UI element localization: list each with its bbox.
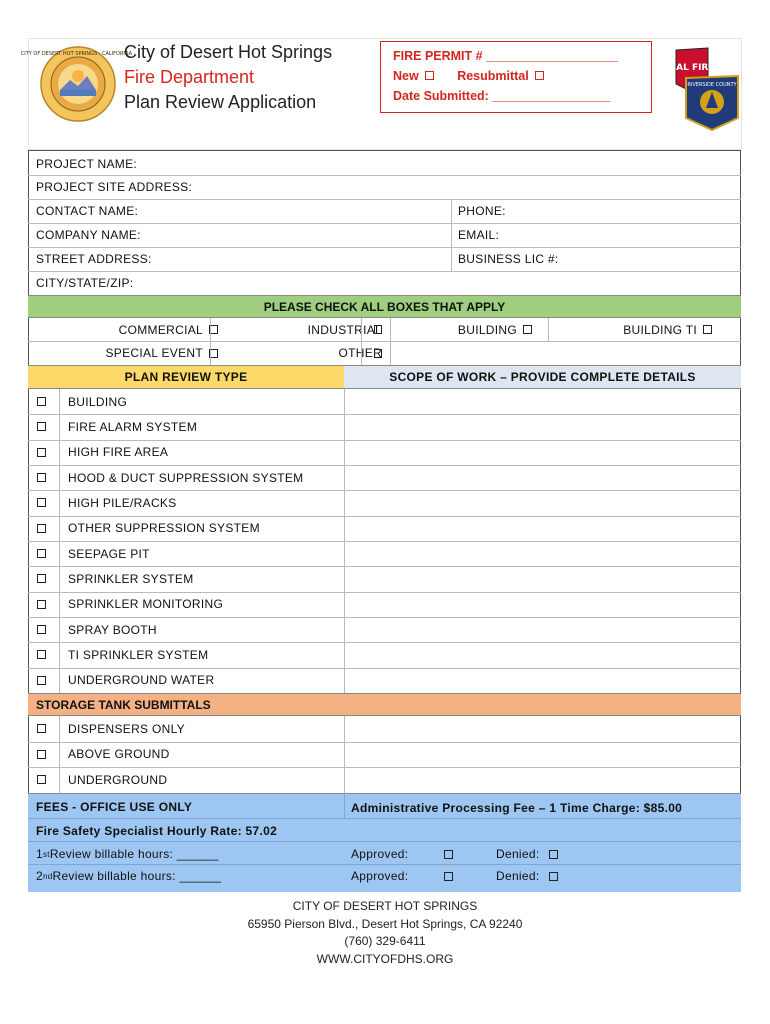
storage-tank-item-checkbox[interactable] xyxy=(37,724,46,733)
plan-review-item-checkbox-cell[interactable] xyxy=(31,440,52,465)
scope-of-work-input[interactable] xyxy=(345,414,740,439)
plan-review-item-row[interactable] xyxy=(28,389,741,414)
date-submitted[interactable]: Date Submitted: _________________ xyxy=(393,89,611,103)
plan-review-item-checkbox-cell[interactable] xyxy=(31,642,52,667)
project-name-row[interactable] xyxy=(28,152,741,175)
plan-review-item-checkbox-cell[interactable] xyxy=(31,541,52,566)
form-title: Plan Review Application xyxy=(124,92,317,112)
submission-type: New Resubmittal xyxy=(393,66,651,86)
plan-review-item-label: SPRINKLER SYSTEM xyxy=(68,571,194,586)
fees-heading: FEES - OFFICE USE ONLY xyxy=(36,800,193,814)
fire-agency-badges xyxy=(669,44,744,132)
building-option[interactable]: BUILDING xyxy=(408,318,538,341)
plan-review-item-checkbox[interactable] xyxy=(37,498,46,507)
review2-denied-checkbox[interactable] xyxy=(549,872,558,881)
plan-review-item-checkbox-cell[interactable] xyxy=(31,668,52,693)
storage-tank-item-row[interactable] xyxy=(28,716,741,742)
scope-of-work-input[interactable] xyxy=(345,592,740,617)
plan-review-item-row[interactable] xyxy=(28,566,741,591)
company-name-label: COMPANY NAME: xyxy=(36,228,141,242)
plan-review-item-checkbox-cell[interactable] xyxy=(31,389,52,414)
plan-review-item-row[interactable] xyxy=(28,414,741,439)
street-row[interactable] xyxy=(28,247,741,271)
department-name: Fire Department xyxy=(124,67,255,87)
company-row[interactable] xyxy=(28,223,741,247)
city-name: City of Desert Hot Springs xyxy=(124,42,333,62)
plan-review-item-checkbox[interactable] xyxy=(37,473,46,482)
storage-tank-heading: STORAGE TANK SUBMITTALS xyxy=(28,693,741,716)
plan-review-item-label: UNDERGROUND WATER xyxy=(68,673,215,688)
footer-phone: (760) 329-6411 xyxy=(344,934,426,948)
scope-of-work-input[interactable] xyxy=(345,490,740,515)
scope-of-work-input[interactable] xyxy=(345,617,740,642)
review2-approved-checkbox[interactable] xyxy=(444,872,453,881)
plan-review-item-checkbox-cell[interactable] xyxy=(31,592,52,617)
site-address-row[interactable] xyxy=(28,175,741,199)
review1-approved-checkbox[interactable] xyxy=(444,850,453,859)
review1-approved[interactable]: Approved: xyxy=(351,844,459,864)
project-name-label: PROJECT NAME: xyxy=(36,156,138,171)
contact-row[interactable] xyxy=(28,199,741,223)
plan-review-item-checkbox[interactable] xyxy=(37,397,46,406)
footer-website[interactable]: WWW.CITYOFDHS.ORG xyxy=(316,951,454,966)
review1-denied-checkbox[interactable] xyxy=(549,850,558,859)
review2-denied[interactable]: Denied: xyxy=(496,866,564,886)
plan-review-item-label: BUILDING xyxy=(68,394,128,409)
plan-review-item-checkbox-cell[interactable] xyxy=(31,617,52,642)
plan-review-item-checkbox[interactable] xyxy=(37,625,46,634)
plan-review-item-checkbox[interactable] xyxy=(37,448,46,457)
scope-of-work-input[interactable] xyxy=(345,465,740,490)
scope-of-work-input[interactable] xyxy=(345,767,740,793)
street-address-label: STREET ADDRESS: xyxy=(36,252,152,266)
plan-review-item-checkbox[interactable] xyxy=(37,524,46,533)
other-checkbox-cell[interactable] xyxy=(368,341,388,365)
check-row-1 xyxy=(28,318,741,341)
plan-review-item-label: SEEPAGE PIT xyxy=(68,546,150,561)
industrial-label-cell: INDUSTRIAL xyxy=(307,322,382,337)
scope-of-work-input[interactable] xyxy=(345,716,740,742)
other-checkbox[interactable] xyxy=(374,349,382,358)
storage-tank-item-checkbox-cell[interactable] xyxy=(31,742,52,768)
plan-review-item-label: HIGH PILE/RACKS xyxy=(68,495,177,510)
svg-text:CAL FIRE: CAL FIRE xyxy=(669,63,715,73)
building-checkbox[interactable] xyxy=(523,325,532,334)
footer-address: 65950 Pierson Blvd., Desert Hot Springs, CA 92240 xyxy=(247,916,523,931)
new-checkbox[interactable] xyxy=(425,71,434,80)
plan-review-item-row[interactable] xyxy=(28,592,741,617)
plan-review-item-checkbox[interactable] xyxy=(37,600,46,609)
review1-denied[interactable]: Denied: xyxy=(496,844,564,864)
footer xyxy=(0,898,770,968)
industrial-checkbox-cell[interactable] xyxy=(368,318,388,341)
plan-review-item-checkbox-cell[interactable] xyxy=(31,566,52,591)
plan-review-item-row[interactable] xyxy=(28,440,741,465)
building-ti-option[interactable]: BUILDING TI xyxy=(568,318,718,341)
other-label-cell: OTHER xyxy=(338,346,382,360)
storage-tank-item-checkbox-cell[interactable] xyxy=(31,716,52,742)
storage-tank-item-checkbox-cell[interactable] xyxy=(31,767,52,793)
check-row-2 xyxy=(28,341,741,365)
plan-review-item-row[interactable] xyxy=(28,617,741,642)
hourly-rate-text: Fire Safety Specialist Hourly Rate: 57.02 xyxy=(36,824,278,838)
scope-of-work-input[interactable] xyxy=(345,389,740,414)
storage-tank-item-checkbox[interactable] xyxy=(37,750,46,759)
check-section-heading: PLEASE CHECK ALL BOXES THAT APPLY xyxy=(28,295,741,318)
plan-review-item-label: HOOD & DUCT SUPPRESSION SYSTEM xyxy=(68,470,304,485)
storage-tank-item-checkbox[interactable] xyxy=(37,775,46,784)
fire-permit-box xyxy=(380,41,652,113)
plan-review-item-checkbox[interactable] xyxy=(37,676,46,685)
review1-hours[interactable]: 1 st Review billable hours: ______ xyxy=(36,847,219,861)
plan-review-item-checkbox[interactable] xyxy=(37,422,46,431)
business-lic-label: BUSINESS LIC #: xyxy=(458,252,559,266)
plan-review-item-checkbox-cell[interactable] xyxy=(31,414,52,439)
plan-review-item-checkbox[interactable] xyxy=(37,574,46,583)
scope-of-work-input[interactable] xyxy=(345,541,740,566)
building-ti-checkbox[interactable] xyxy=(703,325,712,334)
plan-review-heading: PLAN REVIEW TYPE xyxy=(28,366,344,388)
plan-review-item-label: HIGH FIRE AREA xyxy=(68,445,169,460)
plan-review-item-row[interactable] xyxy=(28,642,741,667)
plan-review-item-label: SPRINKLER MONITORING xyxy=(68,597,224,612)
plan-review-header-row xyxy=(28,365,741,389)
plan-review-item-checkbox-cell[interactable] xyxy=(31,490,52,515)
storage-tank-item-row[interactable] xyxy=(28,742,741,768)
site-address-label: PROJECT SITE ADDRESS: xyxy=(36,180,193,194)
plan-review-item-row[interactable] xyxy=(28,541,741,566)
plan-review-item-row[interactable] xyxy=(28,516,741,541)
industrial-checkbox[interactable] xyxy=(374,325,382,334)
fire-permit-number[interactable]: FIRE PERMIT # ___________________ xyxy=(393,49,619,63)
storage-tank-item-label: ABOVE GROUND xyxy=(68,747,170,762)
plan-review-item-checkbox-cell[interactable] xyxy=(31,465,52,490)
review2-hours[interactable]: 2 nd Review billable hours: ______ xyxy=(36,869,222,883)
plan-review-item-checkbox-cell[interactable] xyxy=(31,516,52,541)
plan-review-item-label: TI SPRINKLER SYSTEM xyxy=(68,647,209,662)
scope-of-work-input[interactable] xyxy=(345,742,740,768)
footer-city: CITY OF DESERT HOT SPRINGS xyxy=(292,899,478,913)
scope-of-work-input[interactable] xyxy=(345,668,740,693)
plan-review-item-row[interactable] xyxy=(28,668,741,693)
plan-review-item-row[interactable] xyxy=(28,490,741,515)
svg-text:RIVERSIDE COUNTY: RIVERSIDE COUNTY xyxy=(687,82,737,88)
email-label: EMAIL: xyxy=(458,228,500,242)
fees-section xyxy=(28,793,741,892)
plan-review-item-row[interactable] xyxy=(28,465,741,490)
phone-label: PHONE: xyxy=(458,204,506,218)
review2-approved[interactable]: Approved: xyxy=(351,866,459,886)
city-state-zip-row[interactable] xyxy=(28,271,741,295)
scope-of-work-input[interactable] xyxy=(345,642,740,667)
commercial-option[interactable]: COMMERCIAL xyxy=(74,318,224,341)
admin-fee-text: Administrative Processing Fee – 1 Time Charge: $85.00 xyxy=(351,801,683,815)
storage-tank-item-row[interactable] xyxy=(28,767,741,793)
svg-text:CITY OF DESERT HOT SPRINGS · C: CITY OF DESERT HOT SPRINGS · CALIFORNIA · xyxy=(20,51,136,57)
plan-review-item-label: SPRAY BOOTH xyxy=(68,622,157,637)
special-event-option[interactable]: SPECIAL EVENT xyxy=(74,341,224,365)
title-block xyxy=(124,40,332,115)
city-seal-logo xyxy=(20,46,136,122)
storage-tank-item-label: DISPENSERS ONLY xyxy=(68,721,185,736)
storage-tank-item-label: UNDERGROUND xyxy=(68,772,168,787)
resubmittal-checkbox[interactable] xyxy=(535,71,544,80)
scope-of-work-heading: SCOPE OF WORK – PROVIDE COMPLETE DETAILS xyxy=(344,366,741,388)
contact-name-label: CONTACT NAME: xyxy=(36,204,139,218)
scope-of-work-input[interactable] xyxy=(345,566,740,591)
plan-review-item-label: OTHER SUPPRESSION SYSTEM xyxy=(68,521,260,536)
plan-review-item-checkbox[interactable] xyxy=(37,650,46,659)
plan-review-item-label: FIRE ALARM SYSTEM xyxy=(68,419,198,434)
plan-review-item-checkbox[interactable] xyxy=(37,549,46,558)
city-state-zip-label: CITY/STATE/ZIP: xyxy=(36,276,134,290)
scope-of-work-input[interactable] xyxy=(345,440,740,465)
scope-of-work-input[interactable] xyxy=(345,516,740,541)
